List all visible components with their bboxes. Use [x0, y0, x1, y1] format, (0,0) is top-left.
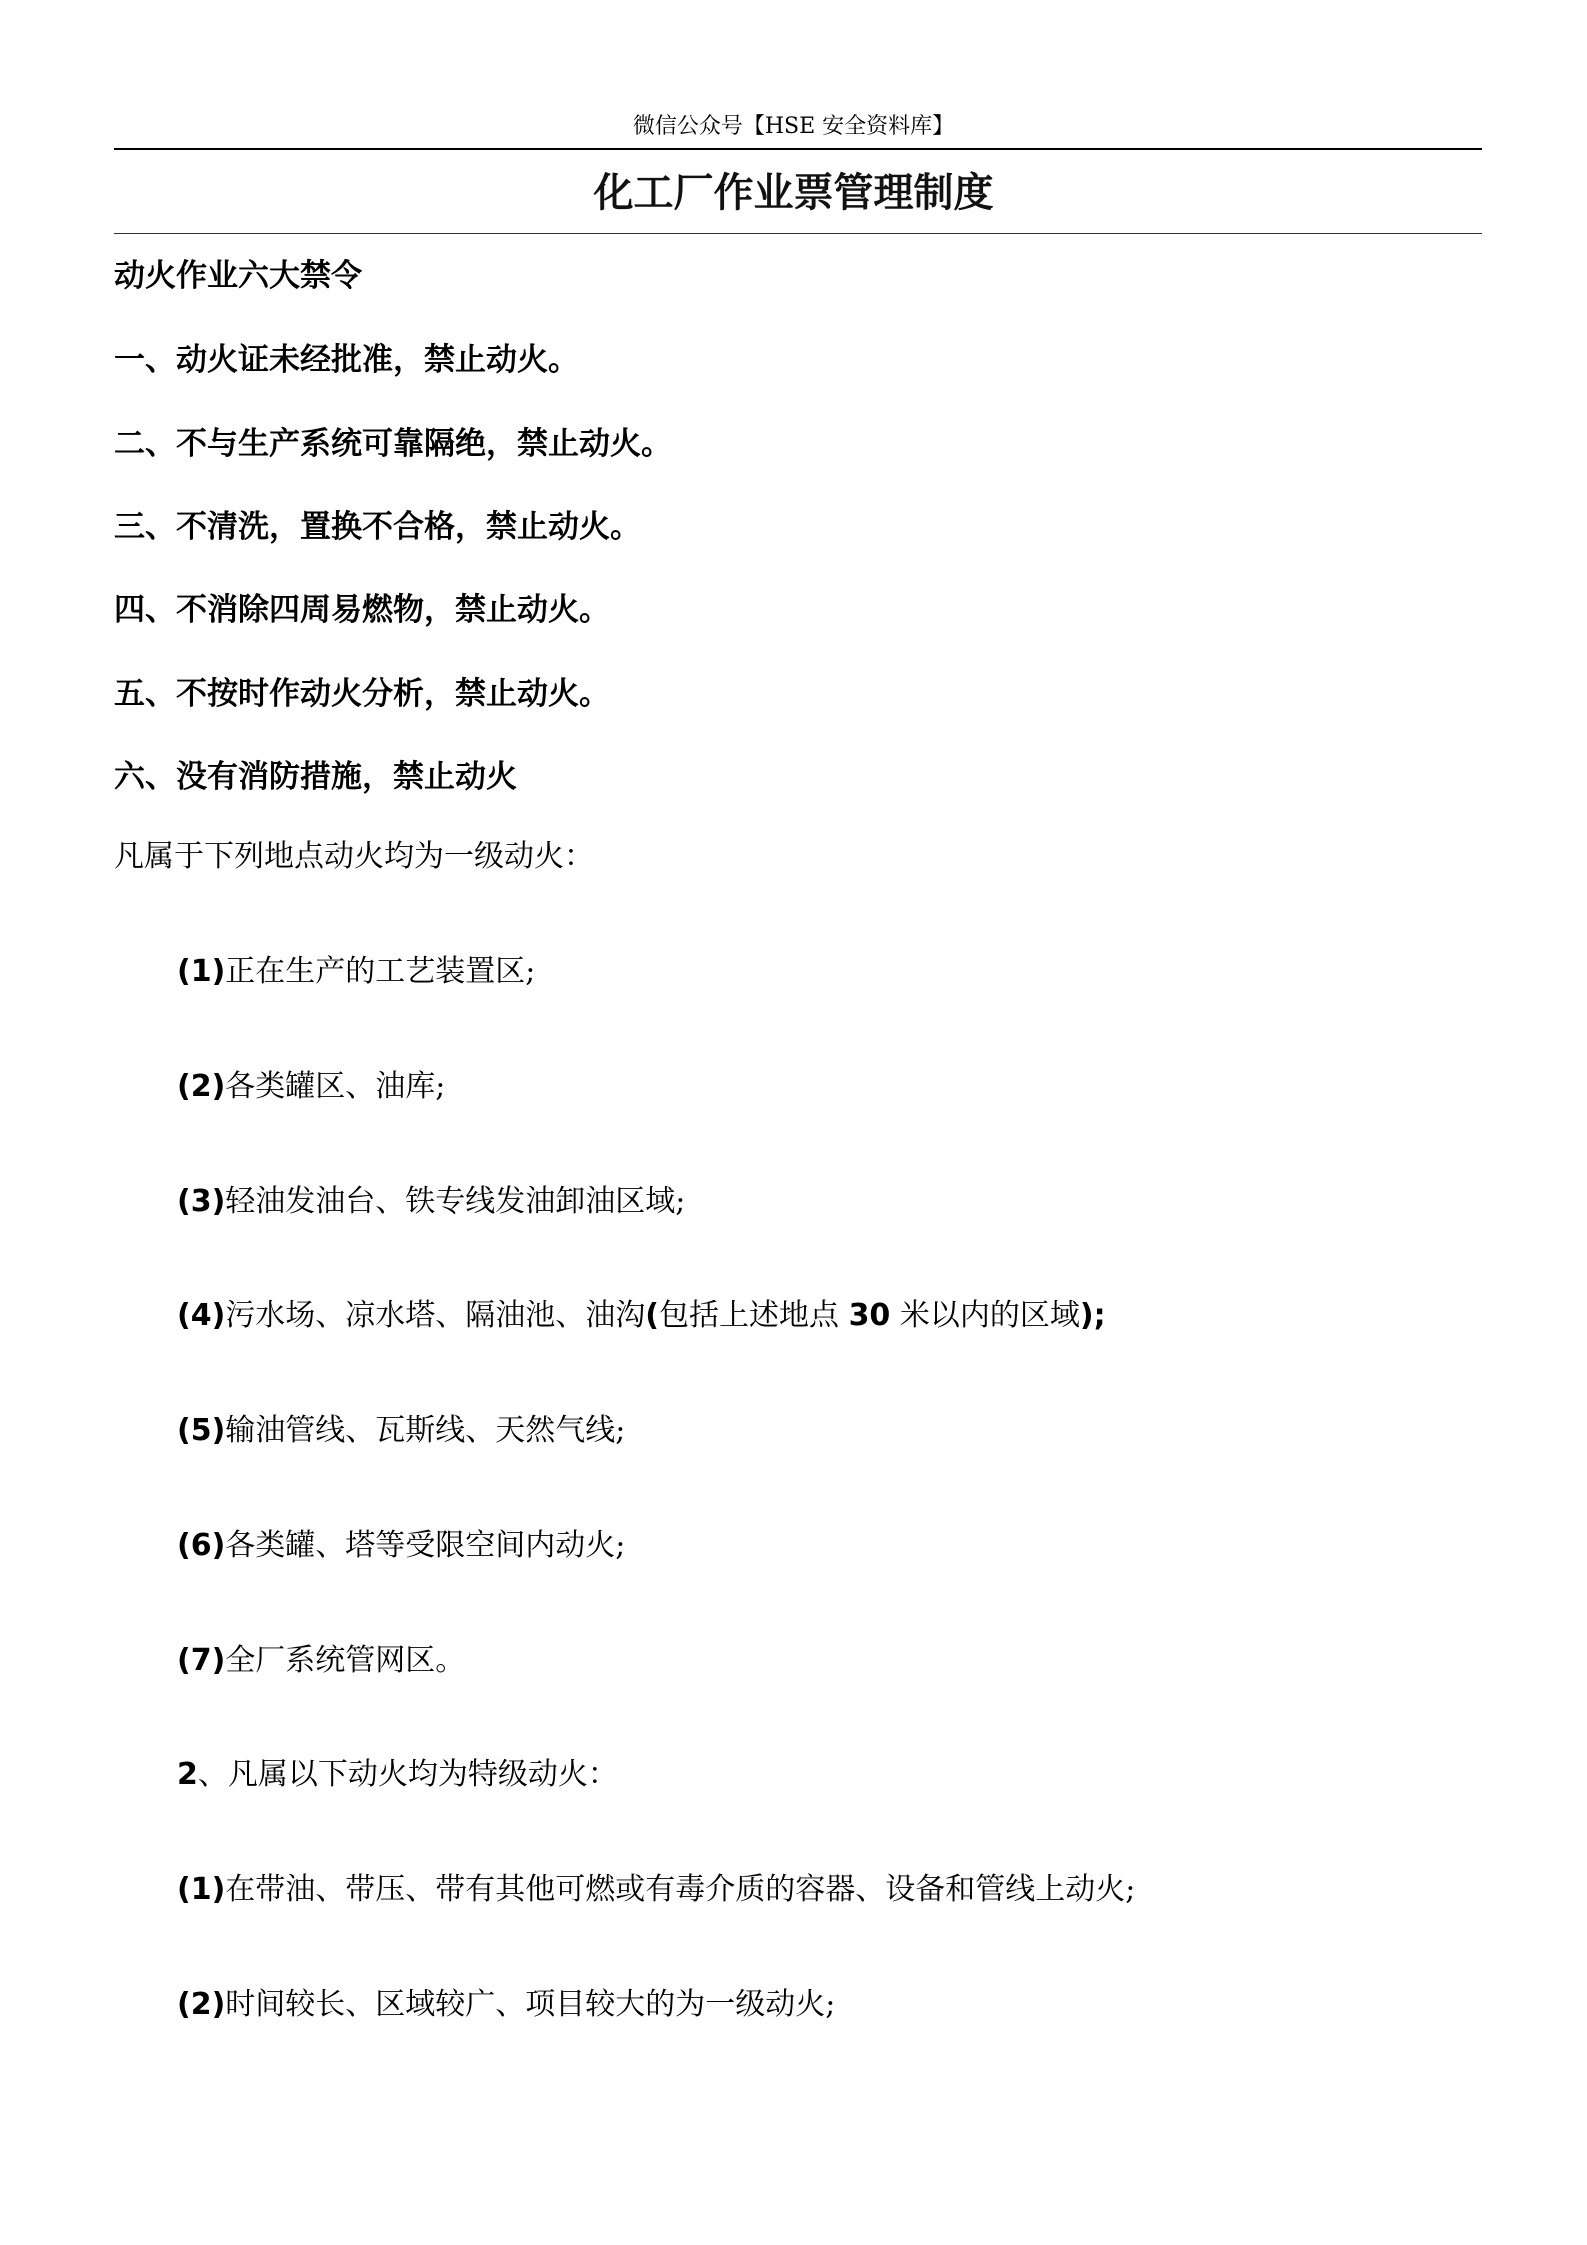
item-number: (2) [177, 1069, 226, 1104]
item-text: 包括上述地点 [659, 1298, 840, 1333]
item-number: (1) [177, 954, 226, 989]
prohibition-4: 四、不消除四周易燃物，禁止动火。 [114, 592, 610, 628]
prohibition-3: 三、不清洗，置换不合格，禁止动火。 [114, 509, 641, 545]
level1-item-5 [177, 1411, 625, 1451]
item-text: 各类罐区、油库; [225, 1069, 446, 1104]
prohibition-2: 二、不与生产系统可靠隔绝，禁止动火。 [114, 426, 672, 462]
level1-item-3 [177, 1182, 685, 1222]
level1-intro: 凡属于下列地点动火均为一级动火： [114, 839, 594, 874]
header-source: 微信公众号【HSE 安全资料库】 [632, 114, 955, 139]
special-item-1 [177, 1870, 1135, 1910]
level1-item-2 [177, 1067, 445, 1107]
item-text: 轻油发油台、铁专线发油卸油区域; [225, 1184, 686, 1219]
item-number: (7) [177, 1643, 226, 1678]
item-number: (4) [177, 1298, 226, 1333]
item-text: 米以内的区域 [899, 1298, 1080, 1333]
item-text: 时间较长、区域较广、项目较大的为一级动火; [225, 1987, 836, 2022]
item-number: (3) [177, 1184, 226, 1219]
prohibition-1: 一、动火证未经批准，禁止动火。 [114, 342, 579, 378]
item-number: (5) [177, 1413, 226, 1448]
prohibition-6: 六、没有消防措施，禁止动火 [114, 759, 517, 795]
section-heading: 动火作业六大禁令 [114, 258, 362, 294]
item-text: 在带油、带压、带有其他可燃或有毒介质的容器、设备和管线上动火; [225, 1872, 1136, 1907]
paren-open: ( [645, 1298, 660, 1333]
item-number: (6) [177, 1528, 226, 1563]
section-number: 2 [177, 1757, 198, 1792]
item-text: 污水场、凉水塔、隔油池、油沟 [225, 1298, 646, 1333]
special-item-2 [177, 1985, 835, 2025]
distance-value: 30 [848, 1298, 891, 1333]
title-divider [114, 233, 1482, 234]
level1-item-4 [177, 1296, 1106, 1336]
paren-close: ); [1079, 1298, 1106, 1333]
header-divider [114, 148, 1482, 150]
item-number: (2) [177, 1987, 226, 2022]
section-text: 、凡属以下动火均为特级动火： [197, 1757, 618, 1792]
item-text: 输油管线、瓦斯线、天然气线; [225, 1413, 626, 1448]
item-text: 全厂系统管网区。 [225, 1643, 466, 1678]
item-text: 正在生产的工艺装置区; [225, 954, 536, 989]
page-title: 化工厂作业票管理制度 [593, 170, 994, 216]
level1-item-7 [177, 1641, 465, 1681]
prohibition-5: 五、不按时作动火分析，禁止动火。 [114, 676, 610, 712]
special-intro [177, 1755, 618, 1795]
level1-item-1 [177, 952, 535, 992]
item-text: 各类罐、塔等受限空间内动火; [225, 1528, 626, 1563]
level1-item-6 [177, 1526, 625, 1566]
item-number: (1) [177, 1872, 226, 1907]
